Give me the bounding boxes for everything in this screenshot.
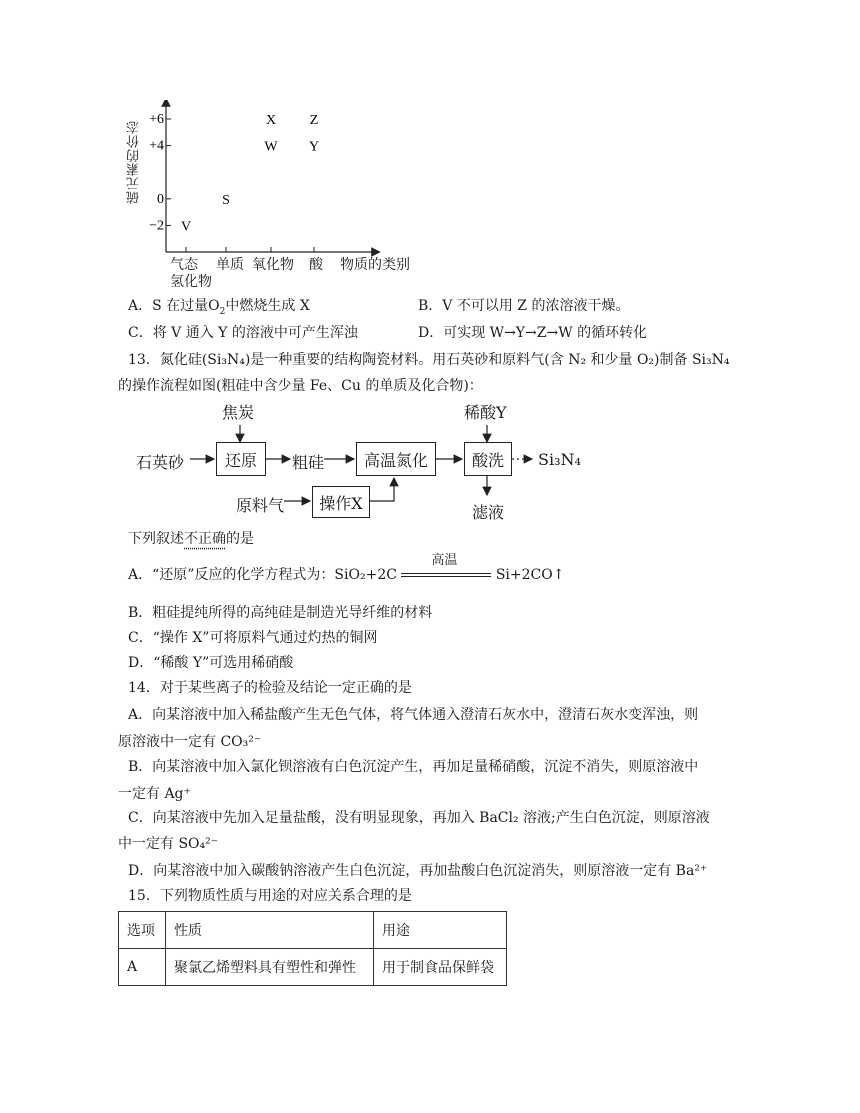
q13-option-d: D．“稀酸 Y”可选用稀硝酸 xyxy=(128,655,294,671)
flow-box-nitridation: 高温氮化 xyxy=(356,442,436,476)
point-Z: Z xyxy=(309,113,319,128)
point-V: V xyxy=(180,219,192,235)
header-use: 用途 xyxy=(374,912,507,949)
x-category-acid: 酸 xyxy=(309,257,323,273)
point-Y: Y xyxy=(308,139,320,155)
q15-table xyxy=(118,911,507,986)
q12-option-c: C．将 V 通入 Y 的溶液中可产生浑浊 xyxy=(128,325,358,341)
q14-option-b-line2: 一定有 Ag⁺ xyxy=(118,786,191,802)
cell-option: A xyxy=(119,949,166,986)
x-axis-title: 物质的类别 xyxy=(340,257,410,273)
q12-option-d: D．可实现 W→Y→Z→W 的循环转化 xyxy=(418,325,648,341)
flow-dilute-acid-y: 稀酸Y xyxy=(464,403,507,422)
q13-stem-line1: 13．氮化硅(Si₃N₄)是一种重要的结构陶瓷材料。用石英砂和原料气(含 N₂ 和少量 O₂)制备 Si₃N₄ xyxy=(128,352,730,368)
y-tick-label: −2 xyxy=(149,218,164,234)
emphasis-not-correct: 不正确 xyxy=(184,531,226,547)
flow-filtrate: 滤液 xyxy=(472,503,505,522)
q14-option-c-line1: C．向某溶液中先加入足量盐酸，没有明显现象，再加入 BaCl₂ 溶液;产生白色沉淀，则原溶液 xyxy=(128,810,710,826)
header-property: 性质 xyxy=(166,912,374,949)
q14-stem: 14．对于某些离子的检验及结论一定正确的是 xyxy=(128,680,412,696)
table-row xyxy=(119,949,507,986)
y-axis-title: 硫元素的价态 xyxy=(127,120,142,204)
flow-product: Si₃N₄ xyxy=(538,450,581,469)
flow-box-acid-wash: 酸洗 xyxy=(464,442,512,476)
q14-option-d: D．向某溶液中加入碳酸钠溶液产生白色沉淀，再加盐酸白色沉淀消失，则原溶液一定有 Ba²⁺ xyxy=(128,863,708,879)
q12-option-b: B．V 不可以用 Z 的浓溶液干燥。 xyxy=(418,298,630,314)
flow-crude-si: 粗硅 xyxy=(292,453,325,472)
point-X: X xyxy=(265,113,277,128)
flow-box-operation-x: 操作X xyxy=(312,486,370,518)
q13-option-c: C．“操作 X”可将原料气通过灼热的铜网 xyxy=(128,630,378,646)
reaction-condition: 高温 xyxy=(431,553,458,568)
point-S: S xyxy=(222,192,230,208)
q13-option-a: A．“还原”反应的化学方程式为：SiO₂+2C 高温 Si+2CO↑ xyxy=(128,553,565,583)
point-W: W xyxy=(264,139,278,155)
y-tick-label: +6 xyxy=(149,112,164,127)
x-category-oxide: 氧化物 xyxy=(252,257,294,273)
table-header-row xyxy=(119,912,507,949)
flow-box-reduce: 还原 xyxy=(216,442,266,476)
flow-coke: 焦炭 xyxy=(222,403,255,422)
q12-option-a: A．S 在过量$O_2$中燃烧生成 X xyxy=(128,298,310,317)
x-category-gaseous: 气态 xyxy=(170,257,198,273)
x-category-hydride: 氢化物 xyxy=(170,274,212,290)
q13-option-b: B．粗硅提纯所得的高纯硅是制造光导纤维的材料 xyxy=(128,605,433,621)
flow-raw-gas: 原料气 xyxy=(236,496,285,515)
cell-property: 聚氯乙烯塑料具有塑性和弹性 xyxy=(166,949,374,986)
q13-question: 下列叙述不正确的是 xyxy=(128,531,254,547)
cell-use: 用于制食品保鲜袋 xyxy=(374,949,507,986)
q14-option-a-line2: 原溶液中一定有 CO₃²⁻ xyxy=(118,734,262,750)
x-category-element: 单质 xyxy=(216,257,244,273)
q15-stem: 15．下列物质性质与用途的对应关系合理的是 xyxy=(128,888,412,904)
y-tick-label: +4 xyxy=(149,138,164,154)
q13-stem-line2: 的操作流程如图(粗硅中含少量 Fe、Cu 的单质及化合物)： xyxy=(118,378,483,394)
y-tick-label: 0 xyxy=(157,191,164,207)
flow-quartz-sand: 石英砂 xyxy=(136,453,185,472)
q14-option-a-line1: A．向某溶液中加入稀盐酸产生无色气体，将气体通入澄清石灰水中，澄清石灰水变浑浊，则 xyxy=(128,707,699,723)
header-option: 选项 xyxy=(119,912,166,949)
q14-option-b-line1: B．向某溶液中加入氯化钡溶液有白色沉淀产生，再加足量稀硝酸，沉淀不消失，则原溶液中 xyxy=(128,759,699,775)
q14-option-c-line2: 中一定有 SO₄²⁻ xyxy=(118,836,219,852)
